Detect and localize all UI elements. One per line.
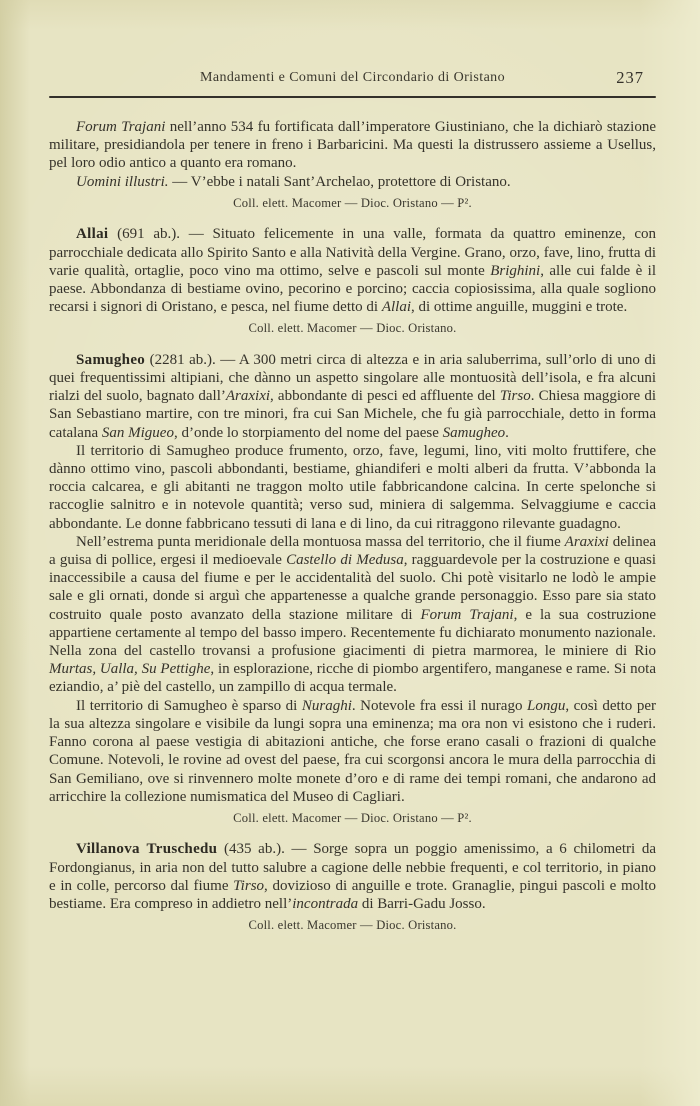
paragraph-samugheo-1 xyxy=(49,351,656,442)
text-segment: Il territorio di Samugheo è sparso di xyxy=(76,697,302,714)
commune-name: Villanova Truschedu xyxy=(76,841,218,858)
text-segment: Tirso xyxy=(499,388,531,405)
running-title: Mandamenti e Comuni del Circondario di Oristano xyxy=(200,70,505,85)
text-segment: Araxixi xyxy=(225,388,271,405)
paragraph-samugheo-2 xyxy=(49,442,656,533)
text-segment: , ragguardevole per la costruzione e quasi inaccessibile a causa del fiume e per le accidentalità del suolo. Chi potè visitarlo ne lodò le ampie sale e gli ornati, donde si arguì che appartenesse a qualche grande personaggio. Esso pare sia stato costruito quale posto avanzato della stazione militare di xyxy=(49,552,656,623)
text-segment: , d’onde lo storpiamento del nome del paese xyxy=(173,424,443,441)
paragraph-allai xyxy=(49,225,656,316)
text-segment: incontrada xyxy=(292,896,359,913)
text-segment: Murtas, Ualla, Su Pettighe xyxy=(49,661,211,678)
electoral-college-note: Coll. elett. Macomer — Dioc. Oristano. xyxy=(248,321,457,336)
header-rule xyxy=(49,96,656,98)
text-segment: , alle cui falde è il paese. Abbondanza di bestiame ovino, pecorino e porcino; caccia copiosissima, alla quale sogliono recarsi i signori di Oristano, e pesca, nel fiume detto di xyxy=(49,262,656,316)
text-segment: Nuraghi xyxy=(301,697,352,714)
text-segment: di Barri-Gadu Josso. xyxy=(358,896,486,913)
text-segment: nell’anno 534 fu fortificata dall’imperatore Giustiniano, che la dichiarò stazione militare, presidiandola per tenere in freno i Barbaricini. Ma questi la distrussero assieme a Usellus, pel loro odio antico a quanto era romano. xyxy=(49,119,656,172)
text-segment: San Migueo xyxy=(101,424,174,441)
text-segment: Forum Trajani xyxy=(76,119,166,135)
text-segment: (2281 ab.). — A 300 metri circa di altezza e in aria saluberrima, sull’orlo di uno di quei frequentissimi altipiani, che dànno un aspetto singolare alle montuosità dell’isola, e fra alcuni rialzi del suolo, bagnato dall’ xyxy=(49,351,656,405)
text-segment: — V’ebbe i natali Sant’Archelao, protettore di Oristano. xyxy=(168,173,511,190)
text-segment: Araxixi xyxy=(564,533,609,550)
text-segment: Longu xyxy=(526,697,566,714)
text-segment: Il territorio di Samugheo produce frumento, orzo, fave, legumi, lino, viti molto fruttifere, che dànno ottimo vino, pascoli abbondanti, bestiame, ghiandiferi e molti alberi da frutta. V’abbonda la roccia calcarea, e gli abitanti ne traggon molto utile fabbricandone calcina. In certe spelonche si raccoglie salnitro e in notevole quantità; verso sud, miniera di salgemma. Selvaggiume e caccia abbondante. Le donne fabbricano tessuti di lana e di lino, da cui ritraggono rilevante guadagno. xyxy=(49,442,656,532)
text-segment: Allai xyxy=(381,299,411,316)
page-number: 237 xyxy=(616,68,644,87)
text-segment: , di ottime anguille, muggini e trote. xyxy=(411,299,628,316)
text-segment: delinea a guisa di pollice, ergesi il medioevale xyxy=(49,533,657,569)
paragraph-samugheo-3 xyxy=(49,533,656,697)
electoral-college-note: Coll. elett. Macomer — Dioc. Oristano — P². xyxy=(233,195,472,210)
paragraph-samugheo-4 xyxy=(49,697,656,806)
paragraph-villanova-truschedu xyxy=(49,840,656,913)
text-segment: Tirso xyxy=(233,877,265,894)
text-segment: , in esplorazione, ricche di piombo argentifero, manganese e rame. Si nota eziandio, a’ piè del castello, un zampillo di acqua termale. xyxy=(49,661,656,696)
text-segment: , e la sua costruzione appartiene certamente al tempo del basso impero. Recentemente fu dichiarato monumento nazionale. Nella zona del castello trovansi a profusione giacimenti di pietra marmorea, le miniere di Rio xyxy=(49,606,656,660)
text-segment: . xyxy=(505,424,509,441)
text-segment: Forum Trajani xyxy=(420,606,514,623)
text-segment: . Notevole fra essi il nurago xyxy=(351,697,527,714)
text-segment: Castello di Medusa xyxy=(286,552,404,569)
text-segment: . Chiesa maggiore di San Sebastiano martire, con tre minori, fra cui San Michele, che fu già parrocchiale, detto in forma catalana xyxy=(49,388,656,441)
commune-name: Allai xyxy=(76,226,109,243)
text-segment: (435 ab.). — Sorge sopra un poggio amenissimo, a 6 chilometri da Fordongianus, in aria non del tutto salubre a cagione delle nebbie frequenti, e col territorio, in piano e in colle, percorso dal fiume xyxy=(49,841,656,894)
text-segment: Brighini xyxy=(490,262,541,279)
electoral-college-note: Coll. elett. Macomer — Dioc. Oristano. xyxy=(248,918,457,933)
paragraph-forum-trajani xyxy=(49,118,656,173)
text-column xyxy=(49,118,656,936)
text-segment: , dovizioso di anguille e trote. Granaglie, pingui pascoli e molto bestiame. Era compreso in addietro nell’ xyxy=(49,877,656,913)
text-segment: , così detto per la sua altezza singolare e visibile da lungi sopra una eminenza; ma ora non vi esistono che i ruderi. Fanno corona al paese vestigia di abitazioni antiche, che forse erano casali o frazioni di qualche Comune. Notevoli, le rovine ad ovest del paese, fra cui scorgonsi ancora le mura della parrocchia di San Gemiliano, ove si rinvennero molte monete d’oro e di rame dei tempi romani, che andarono ad arricchire la collezione numismatica del Museo di Cagliari. xyxy=(49,697,656,805)
electoral-college-note: Coll. elett. Macomer — Dioc. Oristano — P². xyxy=(233,810,472,825)
text-segment: Nell’estrema punta meridionale della montuosa massa del territorio, che il fiume xyxy=(76,533,565,550)
commune-name: Samugheo xyxy=(76,351,146,368)
text-segment: , abbondante di pesci ed affluente del xyxy=(270,388,500,405)
paragraph-uomini-illustri xyxy=(49,173,656,191)
running-head xyxy=(49,70,656,90)
text-segment: (691 ab.). — Situato felicemente in una valle, formata da quattro eminenze, con parrocchiale dedicata allo Spirito Santo e alla Natività della Vergine. Grano, orzo, fave, lino, frutta di varie qualità, ortaglie, poco vino ma ottimo, selve e pascoli sul monte xyxy=(49,226,656,279)
text-segment: Uomini illustri. xyxy=(76,173,169,190)
text-segment: Samugheo xyxy=(442,424,506,441)
